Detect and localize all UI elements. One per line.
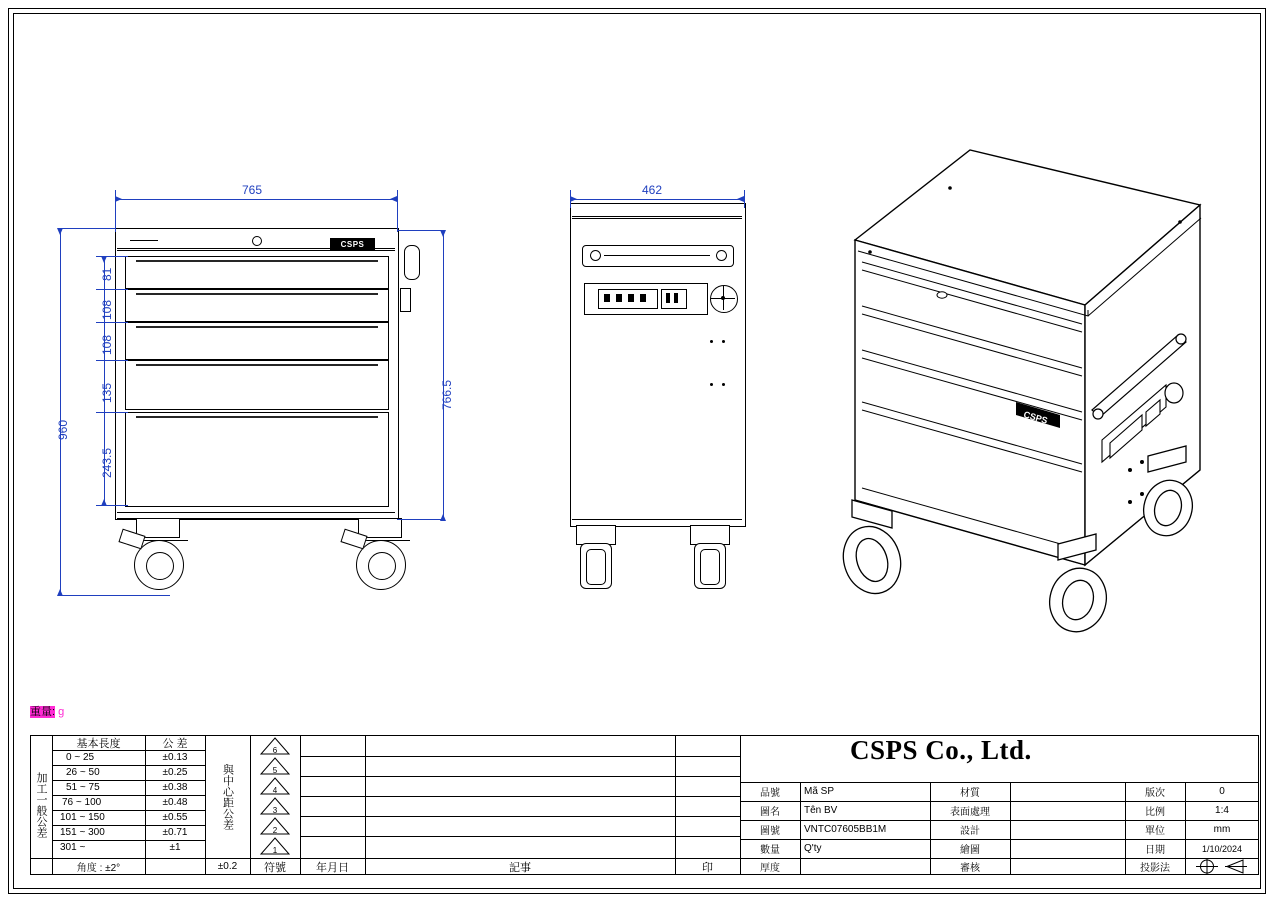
side-top-handle (582, 245, 734, 267)
tol-row-4-range: 101 ~ 150 (60, 812, 105, 823)
tb-label-drawing-name: 圖名 (760, 807, 780, 818)
tb-label-projection: 投影法 (1140, 863, 1170, 874)
tb-label-design: 設計 (960, 826, 980, 837)
tolerance-left-label: 加工一般公差 (35, 772, 47, 838)
tb-label-surface: 表面處理 (950, 807, 990, 818)
rev-mark-5 (252, 756, 298, 776)
tb-value-thickness (800, 858, 930, 875)
front-caster-left (118, 518, 198, 598)
tol-row-5-value: ±0.71 (162, 827, 188, 838)
tb-value-material (1010, 782, 1125, 801)
tol-header-length: 基本長度 (76, 737, 121, 750)
iso-cabinet-svg (830, 110, 1230, 640)
tb-label-drawing-no: 圖號 (760, 826, 780, 837)
dim-stack-108a: 108 (100, 299, 114, 320)
front-side-handle (404, 245, 420, 280)
rev-col-stamp: 印 (702, 861, 713, 874)
front-drawer-2 (125, 289, 389, 322)
front-view (0, 0, 470, 620)
tb-label-revision: 版次 (1145, 788, 1165, 799)
tol-row-5-range: 151 ~ 300 (60, 827, 105, 838)
tb-value-drawing-name: Tên BV (804, 805, 838, 816)
tolerance-center-label: 與中心距公差 (221, 763, 234, 830)
front-drawer-3 (125, 322, 389, 360)
tol-row-1-range: 26 ~ 50 (66, 767, 100, 778)
front-lock-icon (252, 236, 262, 246)
tb-label-qty: 數量 (760, 845, 780, 856)
dim-side-width: 462 (642, 183, 663, 197)
tol-row-0-value: ±0.13 (162, 752, 188, 763)
rev-mark-2 (252, 816, 298, 836)
tb-label-approved: 審核 (960, 863, 980, 874)
front-drawer-1 (125, 256, 389, 289)
tol-angle-label: 角度 : ±2° (76, 863, 121, 874)
tb-value-drawn-by (1010, 839, 1125, 858)
tol-row-2-range: 51 ~ 75 (66, 782, 100, 793)
svg-text:1: 1 (272, 846, 278, 855)
tol-row-3-value: ±0.48 (162, 797, 188, 808)
dim-stack-243: 243.5 (100, 447, 114, 478)
rev-mark-4 (252, 776, 298, 796)
front-csps-logo: CSPS (330, 238, 375, 251)
tb-label-date: 日期 (1145, 845, 1165, 856)
tol-header-tol: 公 差 (162, 737, 188, 750)
tb-value-design (1010, 820, 1125, 839)
tb-value-qty: Q'ty (804, 843, 822, 854)
projection-symbol-icon (1185, 858, 1259, 875)
weight-value: g (58, 706, 65, 718)
tb-value-drawing-no: VNTC07605BB1M (804, 824, 887, 835)
rev-mark-1 (252, 836, 298, 856)
tol-row-6-range: 301 ~ (60, 842, 86, 853)
isometric-view (830, 110, 1230, 640)
tol-row-3-range: 76 ~ 100 (62, 797, 102, 808)
rev-mark-3 (252, 796, 298, 816)
tb-value-scale: 1:4 (1215, 805, 1229, 816)
tb-label-thickness: 厚度 (760, 863, 780, 874)
tb-value-revision: 0 (1219, 786, 1225, 797)
tb-value-part-no: Mã SP (804, 786, 835, 797)
tol-row-6-value: ±1 (169, 842, 181, 853)
side-caster-right (686, 525, 744, 595)
tb-label-unit: 單位 (1145, 826, 1165, 837)
front-side-panel-tab (400, 288, 411, 312)
tb-value-unit: mm (1213, 824, 1231, 835)
dim-front-total-height: 960 (56, 419, 70, 440)
tb-value-approved (1010, 858, 1125, 875)
svg-text:4: 4 (272, 786, 278, 795)
dim-stack-108b: 108 (100, 334, 114, 355)
side-view (520, 0, 810, 620)
svg-text:6: 6 (272, 746, 278, 755)
rev-col-note: 記事 (509, 861, 531, 874)
weight-label: 重量: (30, 706, 56, 718)
tb-label-scale: 比例 (1145, 807, 1165, 818)
tb-value-surface (1010, 801, 1125, 820)
front-drawer-4 (125, 360, 389, 410)
svg-text:5: 5 (272, 766, 278, 775)
svg-text:2: 2 (272, 826, 278, 835)
rev-mark-6 (252, 736, 298, 756)
rev-col-date: 年月日 (316, 861, 349, 874)
tb-label-part-no: 品號 (760, 788, 780, 799)
dim-stack-135: 135 (100, 382, 114, 403)
weight-note (30, 703, 64, 719)
front-drawer-5 (125, 412, 389, 507)
company-name: CSPS Co., Ltd. (850, 735, 1032, 765)
tol-row-2-value: ±0.38 (162, 782, 188, 793)
rev-col-symbol: 符號 (264, 861, 286, 874)
tol-row-0-range: 0 ~ 25 (66, 752, 95, 763)
tol-row-4-value: ±0.55 (162, 812, 188, 823)
tol-angle-value: ±0.2 (217, 861, 238, 872)
front-caster-right (340, 518, 420, 598)
svg-text:CSPS: CSPS (1022, 409, 1049, 426)
dim-front-body-height: 766.5 (440, 379, 454, 410)
svg-text:3: 3 (272, 806, 278, 815)
tol-row-1-value: ±0.25 (162, 767, 188, 778)
tb-label-material: 材質 (960, 788, 980, 799)
tb-value-date: 1/10/2024 (1201, 843, 1243, 854)
side-caster-left (572, 525, 630, 595)
dim-front-width: 765 (242, 183, 263, 197)
dim-stack-81: 81 (100, 267, 114, 281)
tb-label-drawn-by: 繪圖 (960, 845, 980, 856)
